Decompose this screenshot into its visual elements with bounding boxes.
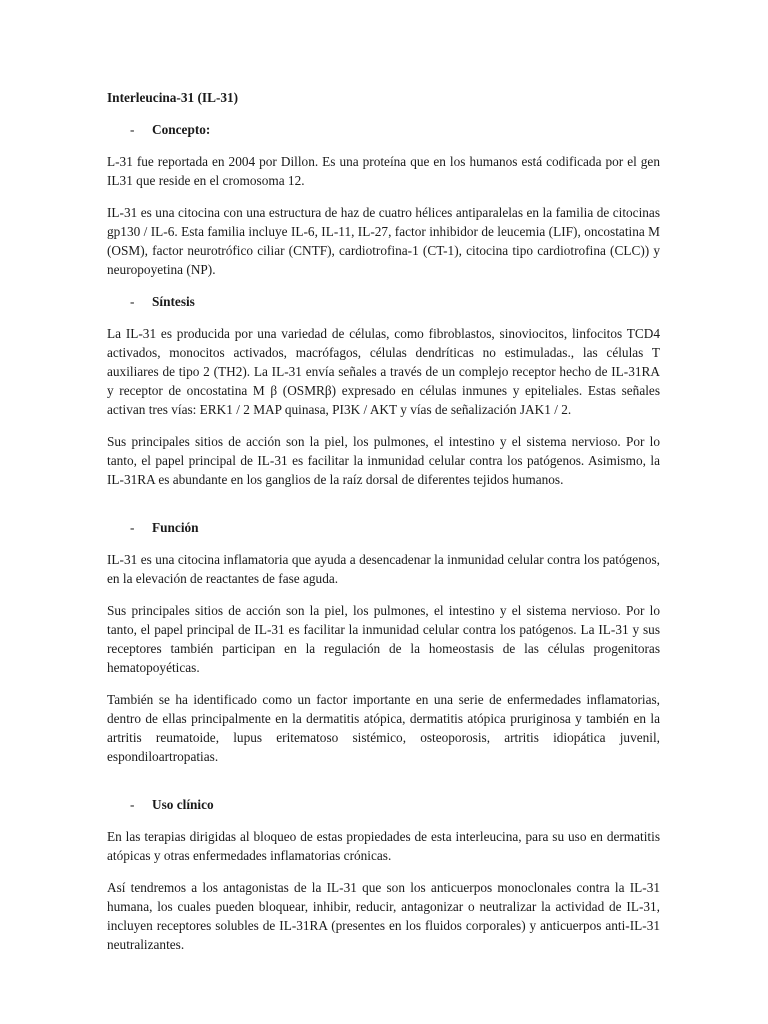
paragraph: También se ha identificado como un factor importante en una serie de enfermedades inflamatorias, dentro de ellas principalmente en la dermatitis atópica, dermatitis atópica pruriginosa y también en la artritis reumatoide, lupus eritematoso sistémico, osteoporosis, artritis idiopática juvenil, espondiloartropatias. [107, 692, 660, 764]
bullet-dash: - [130, 797, 135, 812]
paragraph: La IL-31 es producida por una variedad de células, como fibroblastos, sinoviocitos, linfocitos TCD4 activados, monocitos activados, macrófagos, células dendríticas no estimuladas., las células T auxiliares de tipo 2 (TH2). La IL-31 envía señales a través de un complejo receptor hecho de IL-31RA y receptor de oncostatina M β (OSMRβ) expresado en células inmunes y epiteliales. Estas señales activan tres vías: ERK1 / 2 MAP quinasa, PI3K / AKT y vías de señalización JAK1 / 2. [107, 326, 660, 417]
spacer [107, 502, 660, 518]
document-title: Interleucina-31 (IL-31) [107, 90, 239, 105]
bullet-dash: - [130, 122, 135, 137]
paragraph: IL-31 es una citocina con una estructura de haz de cuatro hélices antiparalelas en la familia de citocinas gp130 / IL-6. Esta familia incluye IL-6, IL-11, IL-27, factor inhibidor de leucemia (LIF), oncostatina M (OSM), factor neurotrófico ciliar (CNTF), cardiotrofina-1 (CT-1), citocina tipo cardiotrofina (CLC)) y neuropoyetina (NP). [107, 205, 660, 277]
spacer [107, 779, 660, 795]
paragraph: En las terapias dirigidas al bloqueo de estas propiedades de esta interleucina, para su uso en dermatitis atópicas y otras enfermedades inflamatorias crónicas. [107, 829, 660, 863]
section-heading-concepto [107, 120, 660, 139]
section-heading-uso-clinico [107, 795, 660, 814]
section-heading-label: Uso clínico [152, 797, 214, 812]
paragraph: Así tendremos a los antagonistas de la IL-31 que son los anticuerpos monoclonales contra la IL-31 humana, los cuales pueden bloquear, inhibir, reducir, antagonizar o neutralizar la actividad de IL-31, incluyen receptores solubles de IL-31RA (presentes en los fluidos corporales) y anticuerpos anti-IL-31 neutralizantes. [107, 880, 660, 952]
section-heading-label: Síntesis [152, 294, 195, 309]
paragraph: IL-31 es una citocina inflamatoria que ayuda a desencadenar la inmunidad celular contra los patógenos, en la elevación de reactantes de fase aguda. [107, 552, 660, 586]
section-heading-funcion [107, 518, 660, 537]
bullet-dash: - [130, 294, 135, 309]
document-page [107, 88, 660, 967]
bullet-dash: - [130, 520, 135, 535]
section-heading-label: Función [152, 520, 199, 535]
section-heading-sintesis [107, 292, 660, 311]
paragraph: L-31 fue reportada en 2004 por Dillon. Es una proteína que en los humanos está codificada por el gen IL31 que reside en el cromosoma 12. [107, 154, 660, 188]
section-heading-label: Concepto: [152, 122, 211, 137]
paragraph: Sus principales sitios de acción son la piel, los pulmones, el intestino y el sistema nervioso. Por lo tanto, el papel principal de IL-31 es facilitar la inmunidad celular contra los patógenos. Asimismo, la IL-31RA es abundante en los ganglios de la raíz dorsal de diferentes tejidos humanos. [107, 434, 660, 487]
paragraph: Sus principales sitios de acción son la piel, los pulmones, el intestino y el sistema nervioso. Por lo tanto, el papel principal de IL-31 es facilitar la inmunidad celular contra los patógenos. La IL-31 y sus receptores también participan en la regulación de la homeostasis de las células progenitoras hematopoyéticas. [107, 603, 660, 675]
